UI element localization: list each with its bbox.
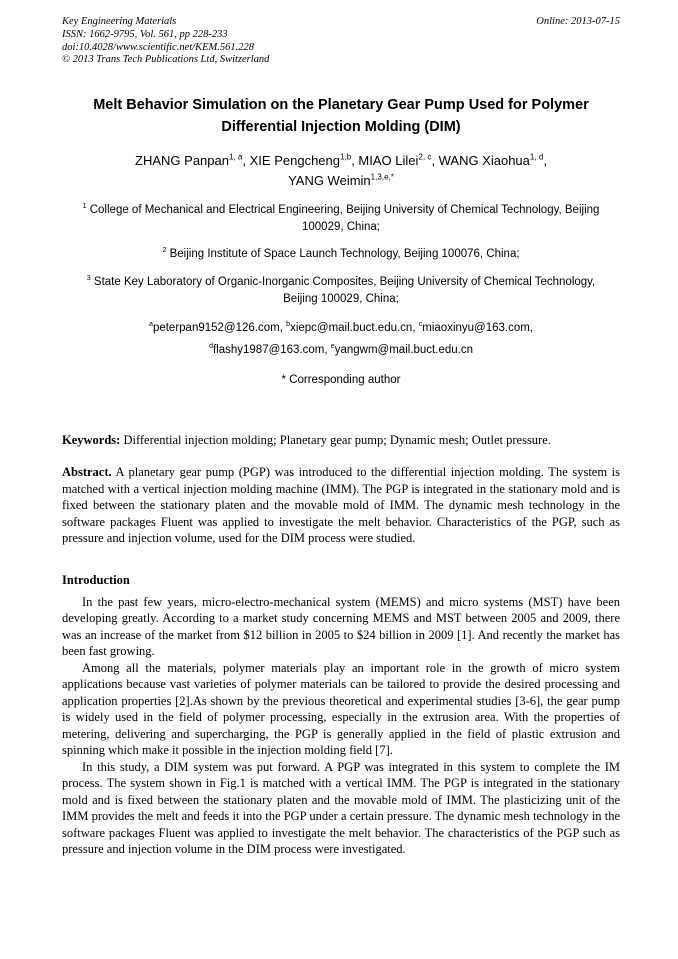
email-marker: c xyxy=(418,320,423,329)
author-affil-marker: 1,b xyxy=(340,152,352,162)
author-affil-marker: 2, c xyxy=(418,152,432,162)
author-affil-marker: 1,3,e,* xyxy=(370,172,394,182)
affiliation-text: Beijing Institute of Space Launch Technology, Beijing 100076, China; xyxy=(169,248,520,261)
emails-line-2 xyxy=(62,342,620,359)
affiliation-2 xyxy=(62,246,620,263)
author-separator: , xyxy=(431,152,439,168)
abstract xyxy=(62,464,620,547)
email-address: flashy1987@163.com, xyxy=(212,344,331,356)
email-marker: d xyxy=(209,342,213,351)
keywords-text: Differential injection molding; Planetary gear pump; Dynamic mesh; Outlet pressure. xyxy=(120,432,551,447)
author-3 xyxy=(358,153,438,168)
author-separator: , xyxy=(242,152,250,168)
author-affil-marker: 1, a xyxy=(228,152,243,162)
author-name: ZHANG Panpan xyxy=(135,152,229,168)
author-4 xyxy=(439,153,547,168)
abstract-label: Abstract. xyxy=(62,465,112,480)
online-date: Online: 2013-07-15 xyxy=(536,16,620,27)
author-name: XIE Pengcheng xyxy=(249,152,340,168)
keywords-label: Keywords: xyxy=(62,432,121,447)
email-marker: e xyxy=(330,342,335,351)
email-address: peterpan9152@126.com, xyxy=(152,322,287,335)
email-address: yangwm@mail.buct.edu.cn xyxy=(334,344,473,356)
author-separator: , xyxy=(351,152,359,168)
introduction-heading: Introduction xyxy=(62,572,130,587)
author-name: YANG Weimin xyxy=(288,172,371,188)
author-emails xyxy=(62,320,620,358)
email-marker: b xyxy=(286,320,291,329)
journal-issn-volume: ISSN: 1662-9795, Vol. 561, pp 228-233 xyxy=(62,28,228,40)
email-address: miaoxinyu@163.com, xyxy=(422,322,534,335)
journal-doi: doi:10.4028/www.scientific.net/KEM.561.228 xyxy=(62,41,254,53)
affiliation-number: 1 xyxy=(82,202,87,211)
journal-copyright: © 2013 Trans Tech Publications Ltd, Switzerland xyxy=(62,54,270,66)
author-affil-marker: 1, d xyxy=(529,152,544,162)
keywords-line xyxy=(62,432,620,449)
author-5 xyxy=(288,173,394,188)
journal-info xyxy=(62,16,269,67)
paper-title: Melt Behavior Simulation on the Planetary Gear Pump Used for Polymer Differential Injection Molding (DIM) xyxy=(93,97,589,135)
affiliation-1 xyxy=(62,202,620,235)
journal-header xyxy=(62,16,620,67)
introduction-paragraph-1: In the past few years, micro-electro-mechanical system (MEMS) and micro systems (MST) have been developing greatly. According to a market study concerning MEMS and MST between 2005 and 2009, there was an increase of the market from $12 billion in 2005 to $24 billion in 2009 [1]. And recently the market has been fast growing. xyxy=(62,594,620,659)
author-list xyxy=(62,151,620,191)
author-2 xyxy=(250,153,359,168)
affiliation-number: 3 xyxy=(86,274,91,283)
affiliation-3 xyxy=(71,274,611,307)
affiliation-text: College of Mechanical and Electrical Engineering, Beijing University of Chemical Technology, Beijing 100029, China; xyxy=(89,203,600,233)
author-name: MIAO Lilei xyxy=(358,152,419,168)
author-separator: , xyxy=(543,152,547,168)
abstract-text: A planetary gear pump (PGP) was introduced to the differential injection molding. The system is matched with a vertical injection molding machine (IMM). The PGP is integrated in the stationary mold and is fixed between the stationary platen and the movable mold of IMM. The dynamic mesh technology in the software packages Fluent was applied to investigate the melt behavior. Characteristics of the PGP, such as pressure and injection volume, used for the DIM process were studied. xyxy=(62,465,620,546)
introduction-paragraph-3: In this study, a DIM system was put forward. A PGP was integrated in this system to complete the IM process. The system shown in Fig.1 is matched with a vertical IMM. The PGP is integrated in the stationary mold and is fixed between the stationary platen and the movable mold of IMM. The plasticizing unit of the IMM provides the melt and feeds it into the PGP under a certain pressure. The dynamic mesh technology in the software packages Fluent was applied to investigate the melt behavior. The characteristics of the PGP such as pressure and injection volume in the DIM process were investigated. xyxy=(62,759,620,857)
introduction-paragraph-2: Among all the materials, polymer materials play an important role in the growth of micro system applications because vast varieties of polymer materials can be tailored to provide the desired processing and application properties [2].As shown by the previous theoretical and experimental studies [3-6], the gear pump is widely used in the field of polymer processing, especially in the extrusion area. With the properties of metering, delivering and supercharging, the PGP is generally applied in the field of plastic extrusion and spinning which make it possible in the injection molding field [7]. xyxy=(62,660,620,758)
corresponding-author-note: * Corresponding author xyxy=(281,373,401,386)
journal-title: Key Engineering Materials xyxy=(62,16,177,27)
email-address: xiepc@mail.buct.edu.cn, xyxy=(290,322,419,335)
author-name: WANG Xiaohua xyxy=(438,152,530,168)
affiliation-text: State Key Laboratory of Organic-Inorganic Composites, Beijing University of Chemical Technology, Beijing 100029, China; xyxy=(93,275,596,305)
email-marker: a xyxy=(148,320,153,329)
emails-line-1 xyxy=(62,320,620,337)
author-1 xyxy=(135,153,250,168)
affiliation-number: 2 xyxy=(162,246,167,255)
